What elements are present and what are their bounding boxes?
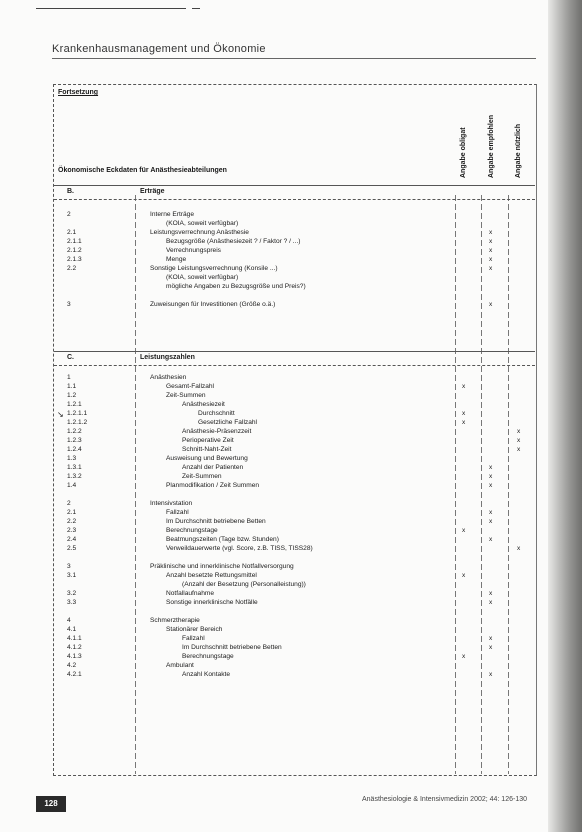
row-mark: x bbox=[462, 572, 466, 579]
row-number: 1.2 bbox=[67, 392, 77, 399]
row-text: Zuweisungen für Investitionen (Größe o.ä.) bbox=[150, 301, 276, 308]
row-number: 1 bbox=[67, 374, 71, 381]
row-text: Ausweisung und Bewertung bbox=[166, 455, 248, 462]
table-row bbox=[0, 400, 540, 409]
table-row bbox=[0, 373, 540, 382]
table-row bbox=[0, 634, 540, 643]
row-number: 2.1 bbox=[67, 509, 77, 516]
table-row bbox=[0, 580, 540, 589]
table-row bbox=[0, 526, 540, 535]
row-text: Anästhesien bbox=[150, 374, 187, 381]
table-row bbox=[0, 273, 540, 282]
row-mark: x bbox=[489, 509, 493, 516]
row-text: Interne Erträge bbox=[150, 211, 194, 218]
table-row bbox=[0, 436, 540, 445]
row-text: Zeit-Summen bbox=[166, 392, 206, 399]
table-row bbox=[0, 616, 540, 625]
table-row bbox=[0, 499, 540, 508]
row-text: Notfallaufnahme bbox=[166, 590, 215, 597]
row-number: 1.4 bbox=[67, 482, 77, 489]
row-mark: x bbox=[489, 473, 493, 480]
table-row bbox=[0, 246, 540, 255]
row-mark: x bbox=[489, 644, 493, 651]
pen-tick-mark: ↘ bbox=[57, 410, 64, 419]
table-row bbox=[0, 598, 540, 607]
row-mark: x bbox=[489, 256, 493, 263]
row-number: 1.2.4 bbox=[67, 446, 82, 453]
row-text: (Anzahl der Besetzung (Personalleistung)) bbox=[182, 581, 306, 588]
row-number: 2.2 bbox=[67, 518, 77, 525]
table-row bbox=[0, 237, 540, 246]
running-title-rule bbox=[52, 58, 536, 59]
table-row bbox=[0, 210, 540, 219]
row-number: 3.1 bbox=[67, 572, 77, 579]
row-text: Berechnungstage bbox=[166, 527, 218, 534]
table-row bbox=[0, 418, 540, 427]
table-row bbox=[0, 481, 540, 490]
row-text: Gesetzliche Fallzahl bbox=[198, 419, 258, 426]
table-row bbox=[0, 282, 540, 291]
row-number: 4.1.3 bbox=[67, 653, 82, 660]
top-rule bbox=[36, 8, 186, 9]
row-mark: x bbox=[462, 383, 466, 390]
table-row bbox=[0, 427, 540, 436]
table-row bbox=[0, 228, 540, 237]
row-text: Planmodifikation / Zeit Summen bbox=[166, 482, 260, 489]
row-text: Zeit-Summen bbox=[182, 473, 222, 480]
row-text: Anästhesiezeit bbox=[182, 401, 225, 408]
row-number: 4.1 bbox=[67, 626, 77, 633]
row-mark: x bbox=[517, 437, 521, 444]
row-mark: x bbox=[489, 229, 493, 236]
table-row bbox=[0, 535, 540, 544]
row-mark: x bbox=[517, 446, 521, 453]
row-text: Im Durchschnitt betriebene Betten bbox=[182, 644, 282, 651]
row-mark: x bbox=[489, 536, 493, 543]
table-row bbox=[0, 544, 540, 553]
row-mark: x bbox=[517, 545, 521, 552]
row-text: Intensivstation bbox=[150, 500, 193, 507]
table-row bbox=[0, 472, 540, 481]
row-text: Präklinische und innerklinische Notfallversorgung bbox=[150, 563, 294, 570]
table-row bbox=[0, 391, 540, 400]
row-text: Anästhesie-Präsenzzeit bbox=[182, 428, 252, 435]
table-row bbox=[0, 255, 540, 264]
table-row bbox=[0, 643, 540, 652]
column-header-empfohlen: Angabe empfohlen bbox=[488, 114, 495, 178]
row-number: 2.2 bbox=[67, 265, 77, 272]
row-number: 4.1.2 bbox=[67, 644, 82, 651]
row-text: Schmerztherapie bbox=[150, 617, 200, 624]
row-number: 2.1.2 bbox=[67, 247, 82, 254]
row-mark: x bbox=[489, 247, 493, 254]
table-row bbox=[0, 517, 540, 526]
row-text: Stationärer Bereich bbox=[166, 626, 223, 633]
row-number: 2.1.3 bbox=[67, 256, 82, 263]
table-row bbox=[0, 445, 540, 454]
table-row bbox=[0, 300, 540, 309]
row-number: 1.3.2 bbox=[67, 473, 82, 480]
row-mark: x bbox=[489, 635, 493, 642]
row-text: Im Durchschnitt betriebene Betten bbox=[166, 518, 266, 525]
row-number: 1.1 bbox=[67, 383, 77, 390]
row-number: 4.2 bbox=[67, 662, 77, 669]
row-text: mögliche Angaben zu Bezugsgröße und Preis?) bbox=[166, 283, 306, 290]
row-number: 2 bbox=[67, 211, 71, 218]
row-text: Verweildauerwerte (vgl. Score, z.B. TISS, TISS28) bbox=[166, 545, 313, 552]
row-mark: x bbox=[489, 518, 493, 525]
row-text: Anzahl besetzte Rettungsmittel bbox=[166, 572, 257, 579]
column-header-nuetzlich: Angabe nützlich bbox=[515, 123, 522, 178]
row-text: Schnitt-Naht-Zeit bbox=[182, 446, 232, 453]
row-mark: x bbox=[489, 671, 493, 678]
running-title: Krankenhausmanagement und Ökonomie bbox=[52, 43, 266, 55]
row-text: (KOIA, soweit verfügbar) bbox=[166, 220, 239, 227]
row-number: 3 bbox=[67, 563, 71, 570]
row-number: 2 bbox=[67, 500, 71, 507]
row-text: Durchschnitt bbox=[198, 410, 235, 417]
row-text: Fallzahl bbox=[166, 509, 189, 516]
table-row bbox=[0, 382, 540, 391]
table-row bbox=[0, 661, 540, 670]
table-row bbox=[0, 508, 540, 517]
section-label: C. bbox=[67, 354, 74, 361]
continuation-label: Fortsetzung bbox=[58, 89, 99, 96]
row-text: Fallzahl bbox=[182, 635, 205, 642]
row-mark: x bbox=[517, 428, 521, 435]
row-text: (KOIA, soweit verfügbar) bbox=[166, 274, 239, 281]
table-row bbox=[0, 562, 540, 571]
table-row bbox=[0, 264, 540, 273]
page-edge-shadow bbox=[548, 0, 582, 832]
section-title: Leistungszahlen bbox=[140, 354, 195, 361]
row-text: Anzahl der Patienten bbox=[182, 464, 244, 471]
row-text: Gesamt-Fallzahl bbox=[166, 383, 215, 390]
row-text: Perioperative Zeit bbox=[182, 437, 234, 444]
row-number: 2.1.1 bbox=[67, 238, 82, 245]
row-mark: x bbox=[489, 464, 493, 471]
row-text: Verrechnungspreis bbox=[166, 247, 221, 254]
row-number: 2.3 bbox=[67, 527, 77, 534]
row-number: 3.2 bbox=[67, 590, 77, 597]
row-mark: x bbox=[489, 238, 493, 245]
row-number: 4.1.1 bbox=[67, 635, 82, 642]
row-text: Berechnungstage bbox=[182, 653, 234, 660]
row-number: 3 bbox=[67, 301, 71, 308]
row-mark: x bbox=[489, 265, 493, 272]
row-text: Bezugsgröße (Anästhesiezeit ? / Faktor ? / ...) bbox=[166, 238, 301, 245]
row-number: 4 bbox=[67, 617, 71, 624]
table-row bbox=[0, 652, 540, 661]
row-number: 1.3.1 bbox=[67, 464, 82, 471]
table-row bbox=[0, 463, 540, 472]
row-number: 2.4 bbox=[67, 536, 77, 543]
table-row bbox=[0, 454, 540, 463]
row-mark: x bbox=[462, 527, 466, 534]
row-mark: x bbox=[462, 653, 466, 660]
row-mark: x bbox=[462, 419, 466, 426]
row-number: 3.3 bbox=[67, 599, 77, 606]
table-row bbox=[0, 625, 540, 634]
row-text: Sonstige innerklinische Notfälle bbox=[166, 599, 258, 606]
row-number: 1.2.1 bbox=[67, 401, 82, 408]
page-number: 128 bbox=[36, 796, 66, 812]
row-text: Menge bbox=[166, 256, 187, 263]
row-text: Beatmungszeiten (Tage bzw. Stunden) bbox=[166, 536, 279, 543]
row-number: 2.5 bbox=[67, 545, 77, 552]
row-mark: x bbox=[462, 410, 466, 417]
table-row bbox=[0, 409, 540, 418]
row-text: Ambulant bbox=[166, 662, 194, 669]
row-number: 1.3 bbox=[67, 455, 77, 462]
table-row bbox=[0, 571, 540, 580]
table-subtitle: Ökonomische Eckdaten für Anästhesieabteilungen bbox=[58, 167, 227, 174]
row-number: 4.2.1 bbox=[67, 671, 82, 678]
top-rule-tick bbox=[192, 8, 200, 9]
table-row bbox=[0, 219, 540, 228]
row-mark: x bbox=[489, 599, 493, 606]
section-title: Erträge bbox=[140, 188, 165, 195]
row-text: Leistungsverrechnung Anästhesie bbox=[150, 229, 249, 236]
footer-citation: Anästhesiologie & Intensivmedizin 2002; 44: 126-130 bbox=[362, 796, 527, 803]
row-mark: x bbox=[489, 301, 493, 308]
row-number: 1.2.1.1 bbox=[67, 410, 88, 417]
row-mark: x bbox=[489, 590, 493, 597]
table-row bbox=[0, 589, 540, 598]
section-header-c bbox=[54, 351, 535, 366]
row-number: 2.1 bbox=[67, 229, 77, 236]
row-number: 1.2.3 bbox=[67, 437, 82, 444]
row-number: 1.2.2 bbox=[67, 428, 82, 435]
row-number: 1.2.1.2 bbox=[67, 419, 88, 426]
section-label: B. bbox=[67, 188, 74, 195]
column-header-obligat: Angabe obligat bbox=[460, 127, 467, 178]
row-text: Sonstige Leistungsverrechnung (Konsile ...) bbox=[150, 265, 278, 272]
section-header-b bbox=[54, 185, 535, 200]
row-mark: x bbox=[489, 482, 493, 489]
table-row bbox=[0, 670, 540, 679]
row-text: Anzahl Kontakte bbox=[182, 671, 231, 678]
